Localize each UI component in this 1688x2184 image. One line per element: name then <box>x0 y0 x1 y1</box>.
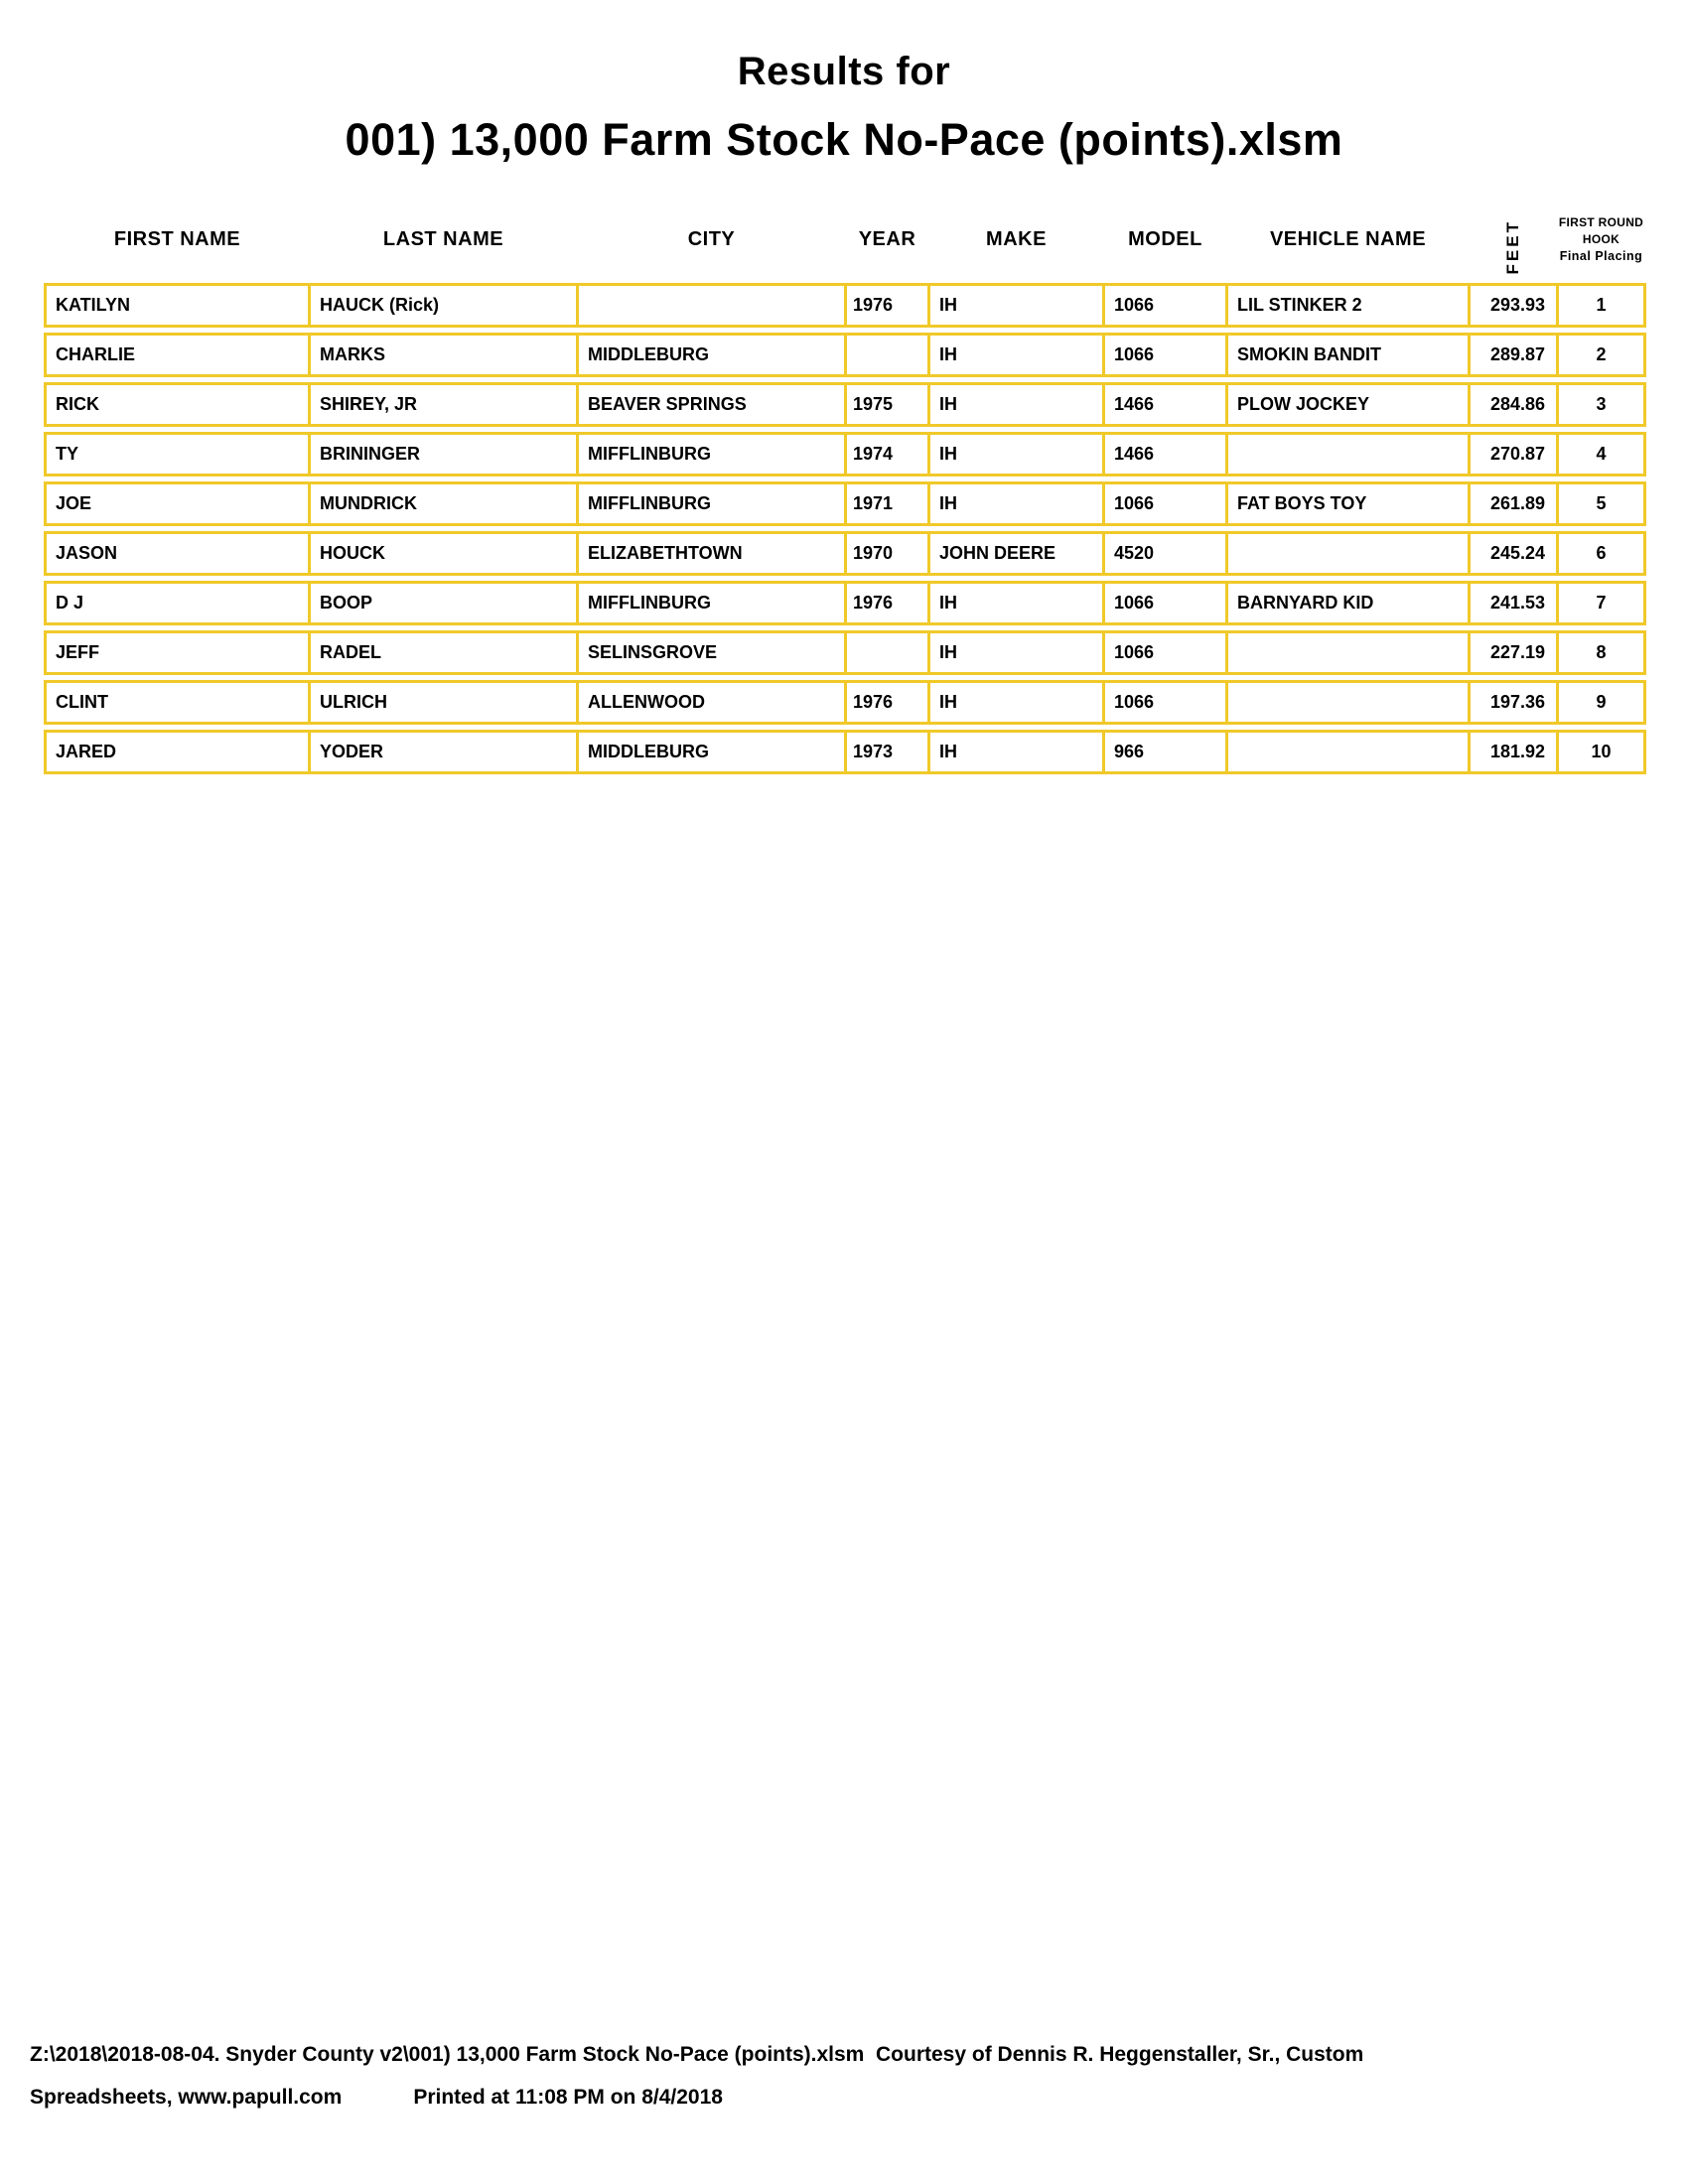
cell-city: SELINSGROVE <box>576 630 847 675</box>
cell-first-name: JARED <box>44 730 311 774</box>
feet-rotated-label: FEET <box>1503 218 1522 274</box>
cell-feet: 261.89 <box>1468 481 1559 526</box>
table-row <box>44 680 1646 725</box>
cell-make: IH <box>927 481 1105 526</box>
cell-placing: 10 <box>1556 730 1646 774</box>
cell-year <box>844 333 930 377</box>
footer-website: Spreadsheets, www.papull.com <box>30 2086 343 2109</box>
cell-city <box>576 283 847 328</box>
cell-vehicle-name <box>1225 680 1471 725</box>
page-footer <box>30 2043 1363 2110</box>
cell-make: IH <box>927 382 1105 427</box>
cell-placing: 4 <box>1556 432 1646 477</box>
cell-last-name: ULRICH <box>308 680 579 725</box>
hook-header-line1: FIRST ROUND <box>1558 214 1644 229</box>
cell-year: 1970 <box>844 531 930 576</box>
column-header-year: YEAR <box>858 227 916 250</box>
cell-placing: 8 <box>1556 630 1646 675</box>
cell-last-name: YODER <box>308 730 579 774</box>
cell-city: ELIZABETHTOWN <box>576 531 847 576</box>
cell-last-name: BOOP <box>308 581 579 625</box>
results-table <box>44 283 1646 779</box>
table-row <box>44 333 1646 377</box>
column-header-first-name: FIRST NAME <box>113 227 241 250</box>
cell-first-name: D J <box>44 581 311 625</box>
cell-first-name: JASON <box>44 531 311 576</box>
cell-year <box>844 630 930 675</box>
cell-feet: 181.92 <box>1468 730 1559 774</box>
cell-make: IH <box>927 283 1105 328</box>
cell-last-name: BRININGER <box>308 432 579 477</box>
cell-vehicle-name <box>1225 730 1471 774</box>
cell-feet: 293.93 <box>1468 283 1559 328</box>
cell-last-name: RADEL <box>308 630 579 675</box>
cell-feet: 241.53 <box>1468 581 1559 625</box>
cell-city: ALLENWOOD <box>576 680 847 725</box>
cell-first-name: KATILYN <box>44 283 311 328</box>
cell-make: IH <box>927 333 1105 377</box>
cell-model: 1466 <box>1102 382 1228 427</box>
table-row <box>44 283 1646 328</box>
cell-model: 1066 <box>1102 581 1228 625</box>
column-header-vehicle-name: VEHICLE NAME <box>1269 227 1427 250</box>
cell-make: IH <box>927 432 1105 477</box>
cell-feet: 227.19 <box>1468 630 1559 675</box>
column-header-model: MODEL <box>1128 227 1202 250</box>
column-header-city: CITY <box>687 227 736 250</box>
hook-header-line3: Final Placing <box>1559 248 1643 263</box>
cell-year: 1975 <box>844 382 930 427</box>
cell-vehicle-name: SMOKIN BANDIT <box>1225 333 1471 377</box>
cell-make: IH <box>927 680 1105 725</box>
cell-make: JOHN DEERE <box>927 531 1105 576</box>
footer-file-path: Z:\2018\2018-08-04. Snyder County v2\001) 13,000 Farm Stock No-Pace (points).xlsm Courtesy of Dennis R. Heggenstaller, Sr., Custom <box>30 2043 1364 2066</box>
cell-placing: 2 <box>1556 333 1646 377</box>
cell-first-name: RICK <box>44 382 311 427</box>
cell-last-name: SHIREY, JR <box>308 382 579 427</box>
cell-model: 1066 <box>1102 481 1228 526</box>
cell-feet: 284.86 <box>1468 382 1559 427</box>
table-row <box>44 630 1646 675</box>
page-title-line1: Results for <box>737 50 951 93</box>
cell-model: 1066 <box>1102 630 1228 675</box>
hook-header-block <box>1559 214 1643 265</box>
cell-placing: 9 <box>1556 680 1646 725</box>
cell-make: IH <box>927 581 1105 625</box>
cell-city: MIFFLINBURG <box>576 432 847 477</box>
table-row <box>44 432 1646 477</box>
cell-year: 1976 <box>844 680 930 725</box>
table-header-row <box>44 199 1646 280</box>
cell-vehicle-name: BARNYARD KID <box>1225 581 1471 625</box>
cell-last-name: MARKS <box>308 333 579 377</box>
cell-placing: 5 <box>1556 481 1646 526</box>
cell-city: MIDDLEBURG <box>576 730 847 774</box>
cell-vehicle-name <box>1225 630 1471 675</box>
cell-last-name: HOUCK <box>308 531 579 576</box>
footer-printed-at: Printed at 11:08 PM on 8/4/2018 <box>413 2086 723 2109</box>
page-title-block <box>0 50 1688 166</box>
cell-year: 1971 <box>844 481 930 526</box>
cell-city: MIFFLINBURG <box>576 581 847 625</box>
cell-city: MIFFLINBURG <box>576 481 847 526</box>
cell-vehicle-name <box>1225 432 1471 477</box>
page-title-line2: 001) 13,000 Farm Stock No-Pace (points).xlsm <box>345 114 1343 165</box>
table-row <box>44 730 1646 774</box>
cell-vehicle-name: LIL STINKER 2 <box>1225 283 1471 328</box>
cell-placing: 6 <box>1556 531 1646 576</box>
column-header-last-name: LAST NAME <box>382 227 504 250</box>
cell-last-name: HAUCK (Rick) <box>308 283 579 328</box>
cell-city: BEAVER SPRINGS <box>576 382 847 427</box>
cell-feet: 197.36 <box>1468 680 1559 725</box>
cell-vehicle-name: FAT BOYS TOY <box>1225 481 1471 526</box>
cell-last-name: MUNDRICK <box>308 481 579 526</box>
cell-model: 1066 <box>1102 680 1228 725</box>
cell-year: 1976 <box>844 581 930 625</box>
cell-placing: 3 <box>1556 382 1646 427</box>
cell-first-name: JEFF <box>44 630 311 675</box>
column-header-final-placing <box>1556 199 1646 280</box>
cell-model: 1066 <box>1102 283 1228 328</box>
cell-placing: 1 <box>1556 283 1646 328</box>
column-header-feet <box>1468 199 1559 280</box>
table-row <box>44 481 1646 526</box>
cell-feet: 245.24 <box>1468 531 1559 576</box>
cell-city: MIDDLEBURG <box>576 333 847 377</box>
table-row <box>44 581 1646 625</box>
cell-year: 1974 <box>844 432 930 477</box>
cell-first-name: CHARLIE <box>44 333 311 377</box>
cell-feet: 270.87 <box>1468 432 1559 477</box>
cell-make: IH <box>927 730 1105 774</box>
cell-first-name: JOE <box>44 481 311 526</box>
cell-vehicle-name: PLOW JOCKEY <box>1225 382 1471 427</box>
cell-model: 4520 <box>1102 531 1228 576</box>
cell-feet: 289.87 <box>1468 333 1559 377</box>
cell-year: 1973 <box>844 730 930 774</box>
cell-model: 1466 <box>1102 432 1228 477</box>
column-header-make: MAKE <box>986 227 1047 250</box>
cell-first-name: CLINT <box>44 680 311 725</box>
cell-model: 966 <box>1102 730 1228 774</box>
cell-make: IH <box>927 630 1105 675</box>
cell-vehicle-name <box>1225 531 1471 576</box>
cell-first-name: TY <box>44 432 311 477</box>
cell-placing: 7 <box>1556 581 1646 625</box>
table-row <box>44 531 1646 576</box>
cell-year: 1976 <box>844 283 930 328</box>
table-row <box>44 382 1646 427</box>
cell-model: 1066 <box>1102 333 1228 377</box>
hook-header-line2: HOOK <box>1582 231 1620 246</box>
